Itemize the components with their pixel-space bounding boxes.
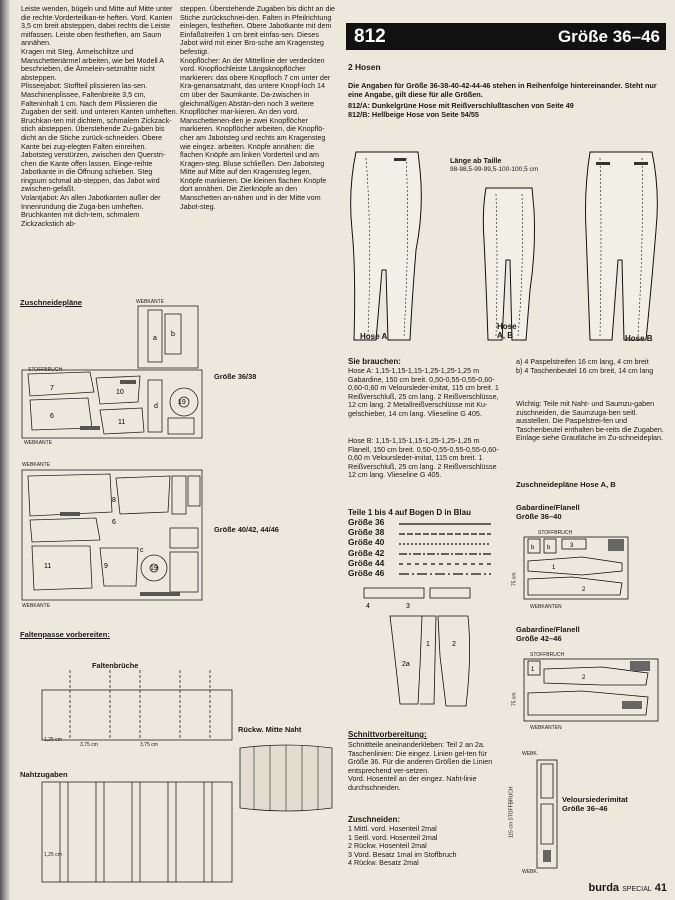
- cutting-title: Zuschneiden:: [348, 815, 401, 824]
- pleat-yoke-diagram: [40, 670, 235, 750]
- svg-text:2a: 2a: [402, 661, 410, 668]
- svg-text:11: 11: [118, 419, 126, 426]
- brand-name: burda: [588, 882, 620, 894]
- dim-1-25-b: 1,25 cm: [44, 852, 62, 858]
- size-38: Größe 38: [348, 527, 385, 538]
- size-40: Größe 40: [348, 537, 385, 548]
- svg-text:a: a: [153, 335, 157, 342]
- svg-text:2: 2: [582, 587, 586, 593]
- cutting-list: 1 Mittl. vord. Hosenteil 2mal 1 Seitl. vord. Hosenteil 2mal 2 Rückw. Hosenteil 2mal 3 Vord. Besatz 1mal im Stoffbruch 4 Rückw. Besatz 2mal: [348, 824, 457, 868]
- svg-text:11: 11: [44, 563, 52, 570]
- pattern-size-range: Größe 36–46: [557, 27, 660, 46]
- svg-text:3: 3: [406, 603, 410, 610]
- fold-label: STOFFBRUCH: [28, 367, 63, 373]
- svg-text:19: 19: [150, 565, 158, 572]
- fabric-42-46-label: Gabardine/Flanell Größe 42–46: [516, 625, 580, 643]
- svg-text:7: 7: [50, 385, 54, 392]
- materials-title: Sie brauchen:: [348, 357, 401, 366]
- cutting-plan-velours: [535, 758, 559, 870]
- dim-3-75-a: 3,75 cm: [80, 742, 98, 748]
- svg-text:9: 9: [104, 563, 108, 570]
- instruction-text-column-2: steppen. Überstehende Zugaben bis dicht an die Stiche zurückschnei-den. Falten in Pfeilrichtung einlegen, festheften. Obere Jabotkante mit dem Einfaßstreifen 1 cm breit einfas-sen. Dieses Jabot wird mit einer Bro-sche am Kragensteg befestigt. Knopflöcher: An der Mittellinie der verdeckten vord. Knopflochleiste Längsknopflöcher markieren: das obere Knopfloch 7 cm unter der Kra-genansatznaht, das untere Knopf-loch 14 cm über der Saumkante. Da-zwischen in gleichmäßigen Abstän-den noch 3 weitere Knopflöcher mar-kieren. An den vord. Manschettenen-den je zwei Knopflöcher markieren. Knopflöcher arbeiten, die Knopflö-cher am Jabotsteg und rechts am Kragensteg wie eingez. arbeiten. Knöpfe annähen: die flachen Knöpfe am linken Vorderteil und am Kragen-steg. Bluse schließen. Den Jabotsteg Mitte auf Mitte auf den Kragensteg legen, Knöpfe markieren. Die kleinen flachen Knöpfe dort annähen. Die Zierknöpfe an den Manschetten an-nähen und in der Mitte vom Jabot-steg.: [180, 4, 336, 211]
- selvedge-label-top-2: WEBKANTE: [22, 462, 51, 468]
- fold-label-3: STOFFBRUCH: [530, 652, 565, 658]
- selvedge-short-label: WEBK.: [522, 751, 539, 757]
- materials-trouser-a: Hose A: 1,15-1,15-1,15-1,25-1,25-1,25 m Gabardine, 150 cm breit. 0,50-0,55-0,55-0,60-0,60-0,60 m Veloursleder-imitat, 115 cm breit. 1 Reißverschluß, 25 cm lang. 2 Reißverschlüsse, 12 cm lang. 2 Metallreißverschlüsse mit Ku-gelschieber, 14 cm lang. Vlieseline G 405.: [348, 366, 499, 418]
- svg-text:b: b: [531, 545, 535, 551]
- model-a-title: 812/A: Dunkelgrüne Hose mit Reißverschlußtaschen von Seite 49: [348, 101, 574, 110]
- svg-text:2: 2: [582, 675, 586, 681]
- svg-text:1: 1: [552, 565, 556, 571]
- trouser-b-label: Hose B: [625, 334, 653, 343]
- selvedge-label-top: WEBKANTE: [136, 299, 165, 305]
- svg-text:10: 10: [116, 389, 124, 396]
- pleated-back-diagram: [236, 742, 336, 814]
- materials-extra: a) 4 Paspelstreifen 16 cm lang, 4 cm breit b) 4 Taschenbeutel 16 cm breit, 14 cm lang: [516, 357, 654, 375]
- trouser-ab-label: Hose A, B: [497, 322, 517, 340]
- svg-text:8: 8: [112, 497, 116, 504]
- size-label-40-46: Größe 40/42, 44/46: [214, 525, 279, 534]
- length-label: Länge ab Taille: [450, 156, 502, 165]
- size-legend: [348, 517, 384, 578]
- pattern-pieces-diagram: [360, 586, 500, 716]
- important-note: Wichtig: Teile mit Naht- und Saumzu-gaben zuschneiden, die Saumzuga-ben seitl. ausstellen. Die Paspelstrei-fen und Taschenbeutel enthalten be-reits die Zugaben. Einlage siehe Grautläche im Zu-schneideplan.: [516, 399, 664, 443]
- back-center-seam-label: Rückw. Mitte Naht: [238, 725, 302, 734]
- selvedges-label: WEBKANTEN: [530, 604, 562, 610]
- cutting-plan-ab-42-46: [522, 657, 662, 723]
- svg-text:1: 1: [531, 667, 535, 673]
- page-footer: [588, 882, 667, 894]
- size-line-styles: [395, 520, 495, 582]
- size-label-36-38: Größe 36/38: [214, 372, 257, 381]
- pattern-number: 812: [354, 26, 386, 47]
- pattern-prep-title: Schnittvorbereitung:: [348, 730, 427, 739]
- cutting-plan-ab-36-40: [522, 535, 632, 601]
- svg-text:d: d: [154, 403, 158, 410]
- pleat-yoke-title: Faltenpasse vorbereiten:: [20, 630, 110, 639]
- selvedges-label-2: WEBKANTEN: [530, 725, 562, 731]
- svg-text:1: 1: [426, 641, 430, 648]
- length-values: 98-98,5-99-99,5-100-100,5 cm: [450, 166, 539, 173]
- width-75-label-2: 75 cm: [511, 692, 518, 707]
- cutting-plans-ab-title: Zuschneidepläne Hose A, B: [516, 480, 616, 489]
- brand-special: SPECIAL: [622, 886, 652, 893]
- svg-text:3: 3: [570, 543, 574, 549]
- model-b-title: 812/B: Hellbeige Hose von Seite 54/55: [348, 110, 479, 119]
- instruction-text-column-1: Leiste wenden, bügeln und Mitte auf Mitte unter die rechte Vorderteilkan-te heften. Vord. Kanten 3,5 cm breit absteppen, dabei rechts die Leiste mitfassen. Leiste oben festheften, am Saum annähen. Kragen mit Steg, Ärmelschlitze und Manschettenärmel arbeiten, wie bei Modell A beschrieben, die Ärmelein-setznähte nicht absteppen. Plisseejabot: Stoffteil plissieren las-sen. Maschinenplissee, Faltenbreite 3,5 cm, Falteninhalt 1 cm. Nach dem Plissieren die Zugaben der seitl. und unteren Kanten umheften. Bruchkan-ten mit dichtem, schmalem Zickzack-stich absteppen. Überstehende Zu-gaben bis dicht an die Stiche zurück-schneiden. Obere Kante bei zug-elegten Falten einreihen. Jabotsteg verstürzen, zwischen den Querstri-chen die Kante offen lassen. Einge-reihte Jabotkante in die Öffnung schieben. Steg ringsum schmal ab-steppen, das Jabot wird zwischen-gefaßt. Volantjabot: An allen Jabotkanten außer der Innenrundung die Zuga-ben umheften. Bruchkanten mit dich-tem, schmalem Zickzackstich ab-: [21, 4, 178, 228]
- svg-text:b: b: [547, 545, 551, 551]
- svg-text:4: 4: [366, 603, 370, 610]
- svg-text:19: 19: [178, 399, 186, 406]
- cutting-plan-40-46: [20, 468, 210, 608]
- velours-label: Veloursiederimitat Größe 36–46: [562, 795, 628, 813]
- section-title: 2 Hosen: [348, 62, 381, 72]
- selvedge-short-label-2: WEBK.: [522, 869, 539, 875]
- pattern-header-bar: [346, 23, 666, 50]
- svg-text:b: b: [171, 331, 175, 338]
- pattern-prep-text: Schnittteile aneinanderkleben: Teil 2 an 2a. Taschenlinien: Die eingez. Linien gel-ten für Größe 36. Für die anderen Größen die Linien entsprechend ver-setzen. Vord. Hosenteil an der eingez. Naht-linie durchschneiden.: [348, 740, 493, 792]
- svg-text:6: 6: [50, 413, 54, 420]
- seam-allowance-diagram: [40, 780, 235, 890]
- selvedge-label-bottom: WEBKANTE: [24, 440, 53, 446]
- dim-1-25: 1,25 cm: [44, 737, 62, 743]
- materials-trouser-b: Hose B: 1,15-1,15-1,15-1,25-1,25-1,25 m Flanell, 150 cm breit. 0,50-0,55-0,55-0,55-0,60-0,60 m Veloursleder-imitat, 115 cm breit. 1 Reißverschluß, 25 cm lang. 2 Reißverschlüsse 12 cm lang. Vlieseline G 405.: [348, 436, 499, 480]
- selvedge-label-bottom-2: WEBKANTE: [22, 603, 51, 609]
- size-46: Größe 46: [348, 568, 385, 579]
- trouser-drawings: [346, 150, 666, 350]
- svg-text:c: c: [140, 547, 144, 554]
- cutting-plan-36-38: [20, 300, 210, 450]
- pleat-folds-label: Faltenbrüche: [92, 661, 139, 670]
- dim-3-75-b: 3,75 cm: [140, 742, 158, 748]
- svg-text:2: 2: [452, 641, 456, 648]
- size-42: Größe 42: [348, 547, 385, 558]
- size-intro: Die Angaben für Größe 36-38-40-42-44-46 stehen in Reihenfolge hintereinander. Steht nur eine Angabe, gilt diese für alle Größen.: [348, 81, 657, 99]
- pattern-pieces-title: Teile 1 bis 4 auf Bogen D in Blau: [348, 508, 471, 517]
- fabric-36-40-label: Gabardine/Flanell Größe 36–40: [516, 503, 580, 521]
- page-number: 41: [654, 882, 667, 894]
- svg-text:6: 6: [112, 519, 116, 526]
- trouser-a-label: Hose A: [360, 332, 388, 341]
- seam-allowances-title: Nahtzugaben: [20, 770, 68, 779]
- size-36: Größe 36: [348, 517, 385, 527]
- fold-label-2: STOFFBRUCH: [538, 530, 573, 536]
- size-44: Größe 44: [348, 557, 385, 568]
- width-75-label: 75 cm: [511, 572, 518, 587]
- width-115-label: 115 cm STOFFBRUCH: [508, 786, 515, 839]
- cutting-plans-title: Zuschneidepläne: [20, 298, 83, 307]
- page-binding-shadow: [0, 0, 10, 900]
